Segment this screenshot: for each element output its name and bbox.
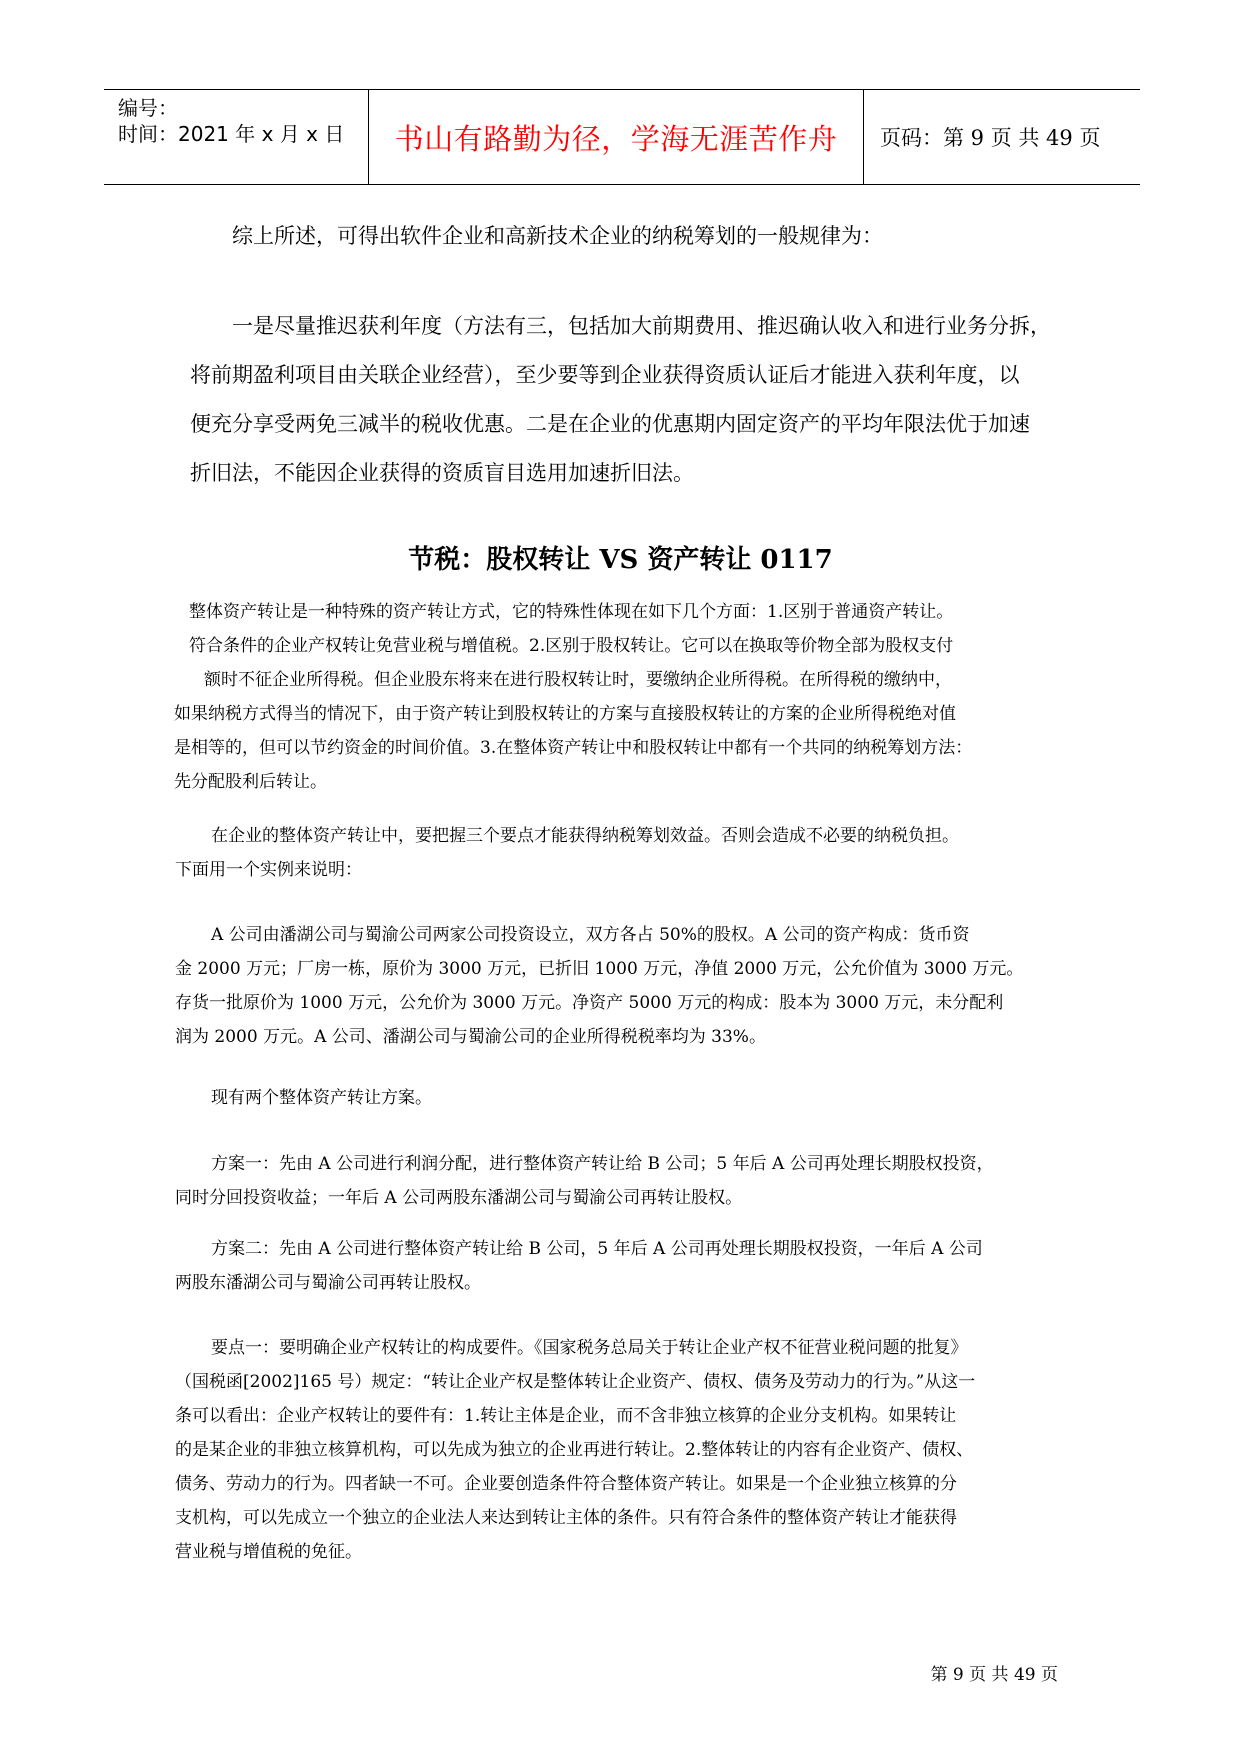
number-label: 编号： — [118, 96, 178, 120]
page-header — [104, 89, 1140, 185]
rules-line: 一是尽量推迟获利年度（方法有三，包括加大前期费用、推迟确认收入和进行业务分拆， — [232, 314, 1051, 338]
rules-line: 折旧法，不能因企业获得的资质盲目选用加速折旧法。 — [190, 461, 694, 485]
rules-line: 便充分享受两免三减半的税收优惠。二是在企业的优惠期内固定资产的平均年限法优于加速 — [190, 412, 1030, 436]
time-label: 时间：2021 年 x 月 x 日 — [118, 122, 345, 146]
header-meta — [104, 90, 369, 184]
body-line: A 公司由潘湖公司与蜀渝公司两家公司投资设立，双方各占 50%的股权。A 公司的资产构成：货币资 — [211, 925, 970, 945]
body-line: 是相等的，但可以节约资金的时间价值。3.在整体资产转让中和股权转让中都有一个共同的纳税筹划方法： — [174, 738, 973, 758]
page-footer: 第 9 页 共 49 页 — [930, 1665, 1058, 1685]
body-line: 同时分回投资收益；一年后 A 公司两股东潘湖公司与蜀渝公司再转让股权。 — [175, 1188, 743, 1208]
body-line: 如果纳税方式得当的情况下，由于资产转让到股权转让的方案与直接股权转让的方案的企业所得税绝对值 — [174, 704, 956, 724]
body-line: 润为 2000 万元。A 公司、潘湖公司与蜀渝公司的企业所得税税率均为 33%。 — [175, 1027, 766, 1047]
body-line: 方案二：先由 A 公司进行整体资产转让给 B 公司，5 年后 A 公司再处理长期股权投资，一年后 A 公司 — [211, 1239, 983, 1259]
body-line: 现有两个整体资产转让方案。 — [211, 1088, 432, 1108]
body-line: 下面用一个实例来说明： — [175, 860, 362, 880]
body-line: 存货一批原价为 1000 万元，公允价为 3000 万元。净资产 5000 万元的构成：股本为 3000 万元，未分配利 — [175, 993, 1004, 1013]
body-line: 两股东潘湖公司与蜀渝公司再转让股权。 — [175, 1273, 481, 1293]
body-paragraph-4 — [189, 1081, 1059, 1115]
body-line: 条可以看出：企业产权转让的要件有：1.转让主体是企业，而不含非独立核算的企业分支机构。如果转让 — [175, 1406, 957, 1426]
body-line: （国税函[2002]165 号）规定：“转让企业产权是整体转让企业资产、债权、债务及劳动力的行为。”从这一 — [175, 1372, 976, 1392]
body-line: 支机构，可以先成立一个独立的企业法人来达到转让主体的条件。只有符合条件的整体资产转让才能获得 — [175, 1508, 957, 1528]
rules-line: 将前期盈利项目由关联企业经营），至少要等到企业获得资质认证后才能进入获利年度，以 — [190, 363, 1020, 387]
body-line: 营业税与增值税的免征。 — [175, 1542, 362, 1562]
body-line: 在企业的整体资产转让中，要把握三个要点才能获得纳税筹划效益。否则会造成不必要的纳税负担。 — [211, 826, 959, 846]
body-paragraph-6 — [175, 1232, 1059, 1300]
body-paragraph-1 — [174, 595, 1059, 799]
rules-paragraph — [190, 302, 1056, 498]
body-line: 整体资产转让是一种特殊的资产转让方式，它的特殊性体现在如下几个方面：1.区别于普通资产转让。 — [189, 602, 954, 622]
body-line: 要点一：要明确企业产权转让的构成要件。《国家税务总局关于转让企业产权不征营业税问题的批复》 — [211, 1338, 968, 1358]
body-line: 先分配股利后转让。 — [174, 772, 327, 792]
body-line: 符合条件的企业产权转让免营业税与增值税。2.区别于股权转让。它可以在换取等价物全部为股权支付 — [189, 636, 954, 656]
header-motto: 书山有路勤为径，学海无涯苦作舟 — [369, 90, 864, 184]
body-paragraph-5 — [175, 1147, 1059, 1215]
body-line: 金 2000 万元；厂房一栋，原价为 3000 万元，已折旧 1000 万元，净值 2000 万元，公允价值为 3000 万元。 — [175, 959, 1024, 979]
body-line: 的是某企业的非独立核算机构，可以先成为独立的企业再进行转让。2.整体转让的内容有企业资产、债权、 — [175, 1440, 974, 1460]
body-line: 债务、劳动力的行为。四者缺一不可。企业要创造条件符合整体资产转让。如果是一个企业独立核算的分 — [175, 1474, 957, 1494]
summary-paragraph: 综上所述，可得出软件企业和高新技术企业的纳税筹划的一般规律为： — [232, 224, 883, 248]
body-line: 方案一：先由 A 公司进行利润分配，进行整体资产转让给 B 公司；5 年后 A 公司再处理长期股权投资， — [211, 1154, 994, 1174]
body-paragraph-3 — [175, 918, 1059, 1054]
body-paragraph-2 — [175, 819, 1059, 887]
body-paragraph-7 — [175, 1331, 1059, 1569]
body-line: 额时不征企业所得税。但企业股东将来在进行股权转让时，要缴纳企业所得税。在所得税的缴纳中， — [204, 670, 952, 690]
header-page-label: 页码：第 9 页 共 49 页 — [880, 126, 1101, 150]
section-title: 节税：股权转让 VS 资产转让 0117 — [408, 545, 833, 575]
